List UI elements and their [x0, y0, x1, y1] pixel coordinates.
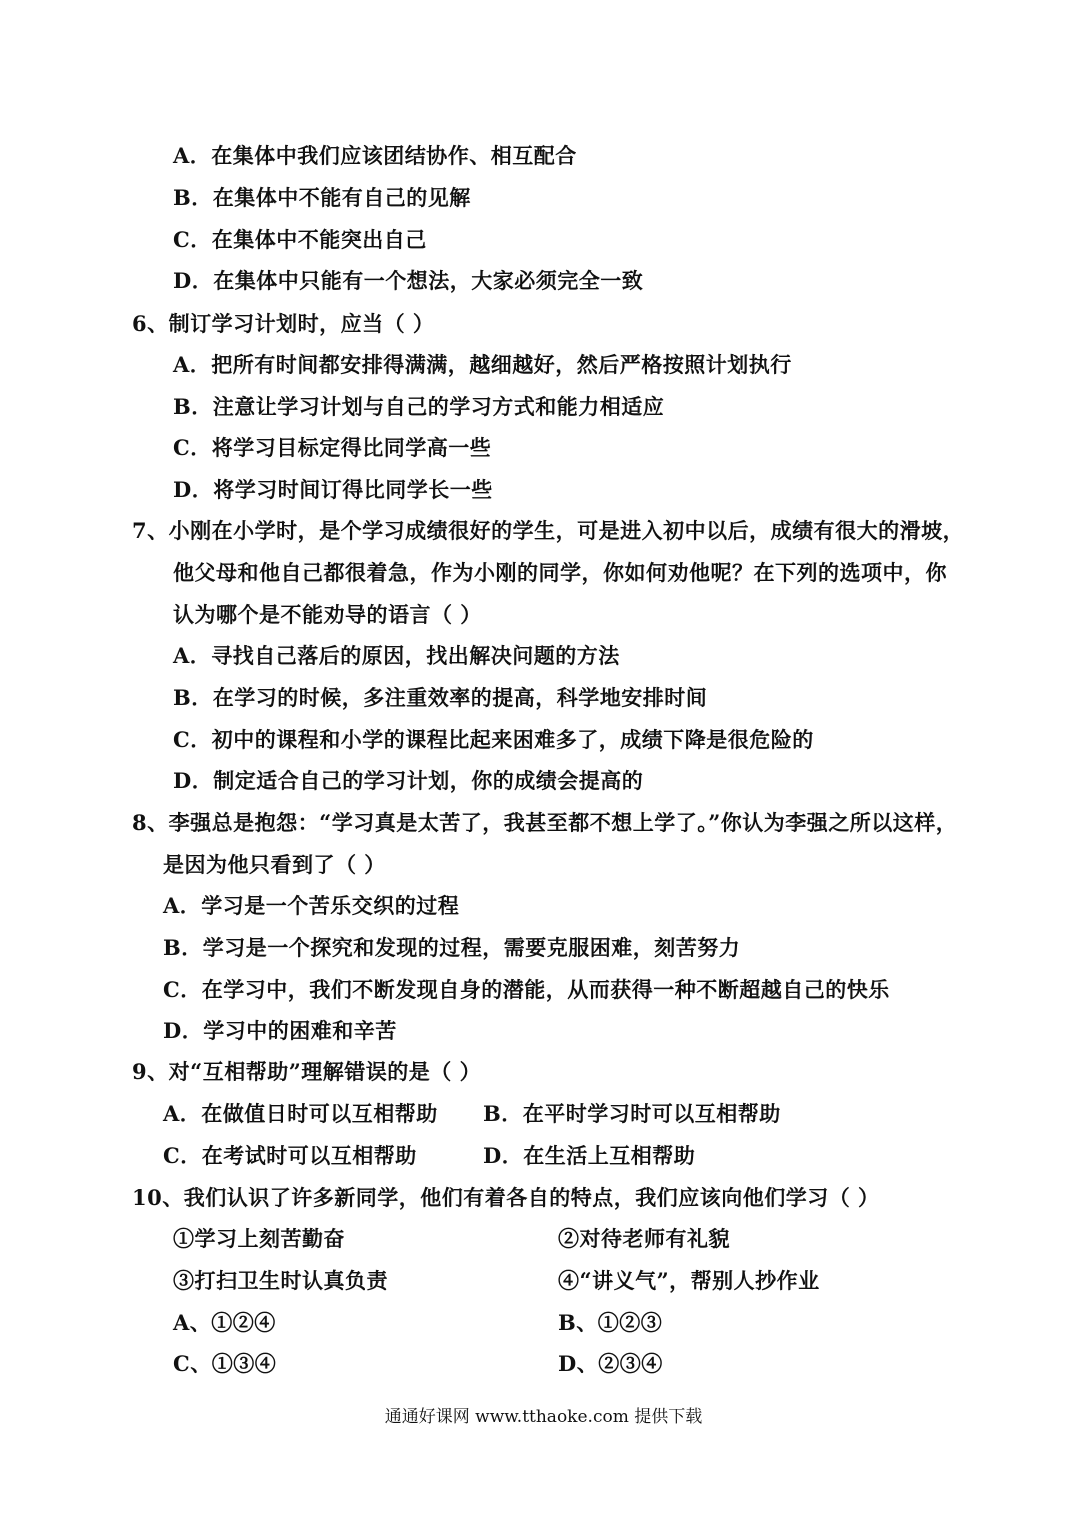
q8-option-a: A．学习是一个苦乐交织的过程 — [163, 893, 460, 918]
q10-item-4: ④“讲义气”，帮别人抄作业 — [558, 1268, 820, 1293]
q9-option-a: A．在做值日时可以互相帮助 — [163, 1101, 438, 1126]
q6-option-b: B．注意让学习计划与自己的学习方式和能力相适应 — [173, 394, 665, 419]
q7-stem-line-3: 认为哪个是不能劝导的语言（ ） — [173, 602, 482, 627]
q6-option-d: D．将学习时间订得比同学长一些 — [173, 477, 493, 502]
q7-option-b: B．在学习的时候，多注重效率的提高，科学地安排时间 — [173, 685, 708, 710]
q8-option-c: C．在学习中，我们不断发现自身的潜能，从而获得一种不断超越自己的快乐 — [163, 977, 890, 1002]
q5-option-b: B．在集体中不能有自己的见解 — [173, 185, 471, 210]
q10-option-d: D、②③④ — [558, 1351, 663, 1376]
q7-option-d: D．制定适合自己的学习计划，你的成绩会提高的 — [173, 768, 644, 793]
q10-item-3: ③打扫卫生时认真负责 — [173, 1268, 388, 1293]
q10-option-b: B、①②③ — [558, 1310, 663, 1335]
q10-stem: 10、我们认识了许多新同学，他们有着各自的特点，我们应该向他们学习（ ） — [132, 1185, 880, 1210]
q7-stem-line-1: 7、小刚在小学时，是个学习成绩很好的学生，可是进入初中以后，成绩有很大的滑坡， — [132, 518, 965, 543]
q10-option-c: C、①③④ — [173, 1351, 277, 1376]
page-footer: 通通好课网 www.tthaoke.com 提供下载 — [384, 1407, 703, 1427]
q8-stem-line-2: 是因为他只看到了（ ） — [163, 852, 386, 877]
q6-option-a: A．把所有时间都安排得满满，越细越好，然后严格按照计划执行 — [173, 352, 792, 377]
q8-option-d: D．学习中的困难和辛苦 — [163, 1018, 397, 1043]
q6-stem: 6、制订学习计划时，应当（ ） — [132, 311, 435, 336]
q7-option-a: A．寻找自己落后的原因，找出解决问题的方法 — [173, 643, 620, 668]
q7-stem-line-2: 他父母和他自己都很着急，作为小刚的同学，你如何劝他呢？在下列的选项中，你 — [173, 560, 947, 585]
q9-option-c: C．在考试时可以互相帮助 — [163, 1143, 417, 1168]
q5-option-a: A．在集体中我们应该团结协作、相互配合 — [173, 143, 577, 168]
q8-stem-line-1: 8、李强总是抱怨：“学习真是太苦了，我甚至都不想上学了。”你认为李强之所以这样， — [132, 810, 958, 835]
q10-item-1: ①学习上刻苦勤奋 — [173, 1226, 345, 1251]
q5-option-d: D．在集体中只能有一个想法，大家必须完全一致 — [173, 268, 644, 293]
q9-option-d: D．在生活上互相帮助 — [483, 1143, 696, 1168]
q10-option-a: A、①②④ — [173, 1310, 276, 1335]
q9-stem: 9、对“互相帮助”理解错误的是（ ） — [132, 1059, 482, 1084]
q5-option-c: C．在集体中不能突出自己 — [173, 227, 427, 252]
q10-item-2: ②对待老师有礼貌 — [558, 1226, 730, 1251]
q8-option-b: B．学习是一个探究和发现的过程，需要克服困难，刻苦努力 — [163, 935, 741, 960]
q6-option-c: C．将学习目标定得比同学高一些 — [173, 435, 492, 460]
q7-option-c: C．初中的课程和小学的课程比起来困难多了，成绩下降是很危险的 — [173, 727, 814, 752]
q9-option-b: B．在平时学习时可以互相帮助 — [483, 1101, 781, 1126]
